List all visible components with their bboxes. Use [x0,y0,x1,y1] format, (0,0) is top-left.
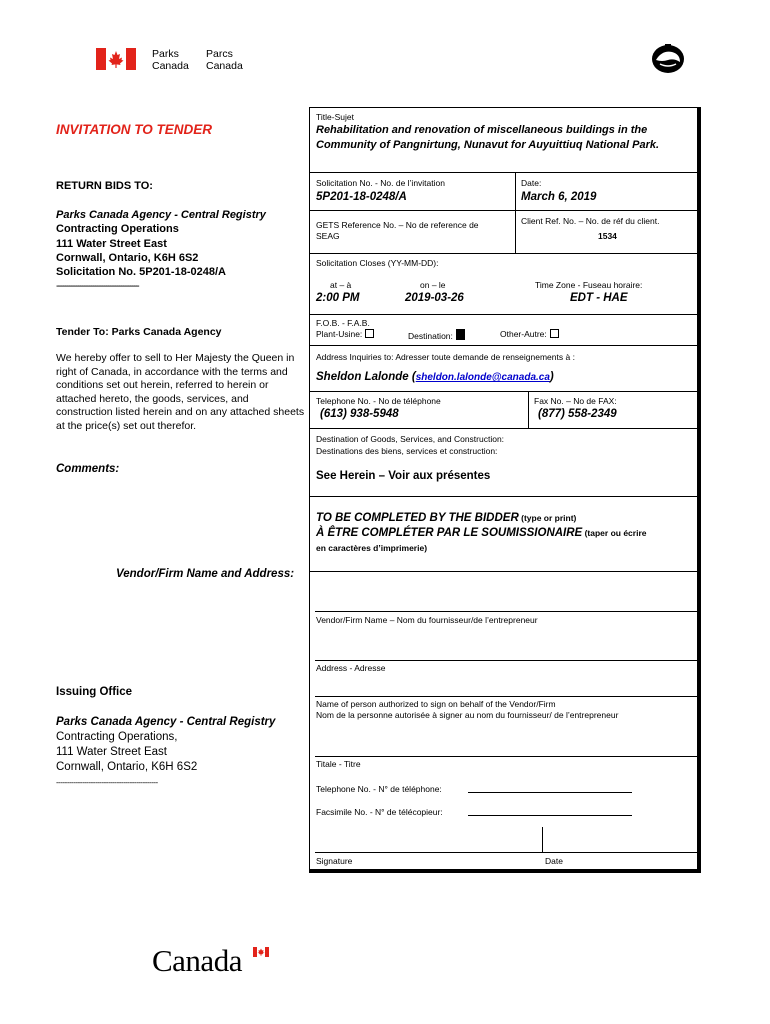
divider [309,496,700,497]
bidder-line2: À ÊTRE COMPLÉTER PAR LE SOUMISSIONAIRE [316,527,583,539]
parks-canada-logo [96,46,256,76]
auth-person-line2: Nom de la personne autorisée à signer au nom du fournisseur/ de l’entrepreneur [316,710,619,720]
destination-goods-line: Destinations des biens, services et construction: [316,445,498,456]
brand-en-line2: Canada [152,60,189,72]
client-ref-label: Client Ref. No. – No. de réf du client. [521,216,660,226]
title-label: Title-Sujet [316,112,354,122]
closes-label: Solicitation Closes (YY-MM-DD): [316,258,439,268]
divider [309,345,700,346]
telephone-value: (613) 938-5948 [320,408,399,420]
address-label: Address - Adresse [316,663,386,673]
close-date-value: 2019-03-26 [405,292,464,304]
fax-label: Fax No. – No de FAX: [534,396,617,406]
other-option [500,329,559,339]
destination-goods-line: Destination of Goods, Services, and Construction: [316,434,505,444]
canada-flag-small-icon [253,947,269,957]
issuing-address-line: ----------------------------------------------- [56,778,158,787]
canada-flag-icon [96,48,136,70]
timezone-value: EDT - HAE [570,292,628,304]
vendor-name-line[interactable] [315,611,697,612]
date-field-label: Date [545,856,563,866]
return-bids-label: RETURN BIDS TO: [56,180,153,192]
signature-date-divider [542,827,543,852]
brand-fr-line2: Canada [206,60,243,72]
bidder-line1-note: (type or print) [518,513,577,523]
plant-label: Plant-Usine: [316,329,363,339]
gets-label-line: GETS Reference No. – No de reference de [316,220,479,230]
invitation-title: INVITATION TO TENDER [56,122,213,137]
auth-person-line1: Name of person authorized to sign on behalf of the Vendor/Firm [316,699,556,709]
issuing-address-line: 111 Water Street East [56,746,168,758]
signature-label: Signature [316,856,353,866]
canada-wordmark-text: Canada [152,943,242,978]
divider [528,391,529,428]
solicitation-label: Solicitation No. - No. de l’invitation [316,178,445,188]
tender-to: Tender To: Parks Canada Agency [56,326,222,338]
divider [309,210,700,211]
address-line[interactable] [315,660,697,661]
telephone-label: Telephone No. - No de téléphone [316,396,441,406]
divider [309,391,700,392]
issuing-office-label: Issuing Office [56,686,133,698]
return-address [56,208,266,294]
at-label: at – à [330,280,352,290]
divider [309,172,700,173]
other-label: Other-Autre: [500,329,547,339]
plant-checkbox[interactable] [365,329,374,338]
destination-checkbox[interactable] [456,329,465,340]
issuing-address-line: Contracting Operations, [56,731,178,743]
beaver-emblem-icon [650,42,686,74]
divider [309,314,700,315]
auth-person-label [316,699,618,721]
signature-line[interactable] [315,852,697,853]
return-address-line: Cornwall, Ontario, K6H 6S2 [56,251,199,264]
issuing-address-line: Cornwall, Ontario, K6H 6S2 [56,761,198,773]
title-value: Rehabilitation and renovation of miscellaneous buildings in the Community of Pangnirtung, Nunavut for Auyuittiuq National Park. [316,124,660,151]
divider [309,571,700,572]
fob-label: F.O.B. - F.A.B. [316,318,370,328]
offer-text: We hereby offer to sell to Her Majesty the Queen in right of Canada, in accordance with the terms and conditions set out herein, referred to herein or attached hereto, the goods, services, and construction listed herein and on any attached sheets at the price(s) set out therefor. [56,352,305,432]
title-field-line[interactable] [315,756,697,757]
bidder-heading [316,510,646,555]
fax-field-label: Facsimile No. - N° de télécopieur: [316,807,443,817]
date-label: Date: [521,178,542,188]
contact-name: Sheldon Lalonde [316,371,409,383]
fax-value: (877) 558-2349 [538,408,617,420]
issuing-address-line: Parks Canada Agency - Central Registry [56,716,276,728]
time-value: 2:00 PM [316,292,360,304]
solicitation-value: 5P201-18-0248/A [316,191,407,203]
contact-line: Sheldon Lalonde (sheldon.lalonde@canada.ca) [316,371,554,383]
divider [309,428,700,429]
destination-option [408,329,465,341]
other-checkbox[interactable] [550,329,559,338]
phone-field-line[interactable] [468,792,632,793]
return-address-line: Solicitation No. 5P201-18-0248/A [56,266,226,279]
canada-wordmark [152,943,272,979]
on-label: on – le [420,280,446,290]
destination-label: Destination: [408,331,453,341]
return-address-line: -------------------------------------- [56,280,139,293]
divider [309,253,700,254]
vendor-name-label: Vendor/Firm Name – Nom du fournisseur/de l’entrepreneur [316,615,538,625]
return-address-line: Parks Canada Agency - Central Registry [56,209,266,221]
inquiries-label: Address Inquiries to: Adresser toute demande de renseignements à : [316,352,575,362]
destination-goods-label [316,434,504,457]
gets-label-line: SEAG [316,231,340,241]
bidder-line2-note: (taper ou écrire [582,528,647,538]
plant-option [316,329,374,339]
return-address-line: Contracting Operations [56,223,179,236]
bidder-line3-note: en caractères d’imprimerie) [316,543,428,553]
client-ref-value: 1534 [598,231,617,241]
fax-field-line[interactable] [468,815,632,816]
return-address-line: 111 Water Street East [56,237,167,250]
phone-field-label: Telephone No. - N° de téléphone: [316,784,442,794]
issuing-address [56,715,275,790]
vendor-address-label: Vendor/Firm Name and Address: [116,568,295,580]
brand-fr-line1: Parcs [206,48,233,60]
title-field-label: Titale - Titre [316,759,361,769]
timezone-label: Time Zone - Fuseau horaire: [535,280,643,290]
comments-label: Comments: [56,463,120,475]
date-value: March 6, 2019 [521,191,597,203]
contact-email-link[interactable]: sheldon.lalonde@canada.ca [415,372,550,383]
gets-label [316,220,479,242]
see-herein: See Herein – Voir aux présentes [316,470,491,482]
bidder-line1: TO BE COMPLETED BY THE BIDDER [316,512,519,524]
divider [515,172,516,253]
brand-en-line1: Parks [152,48,179,60]
auth-person-line[interactable] [315,696,697,697]
